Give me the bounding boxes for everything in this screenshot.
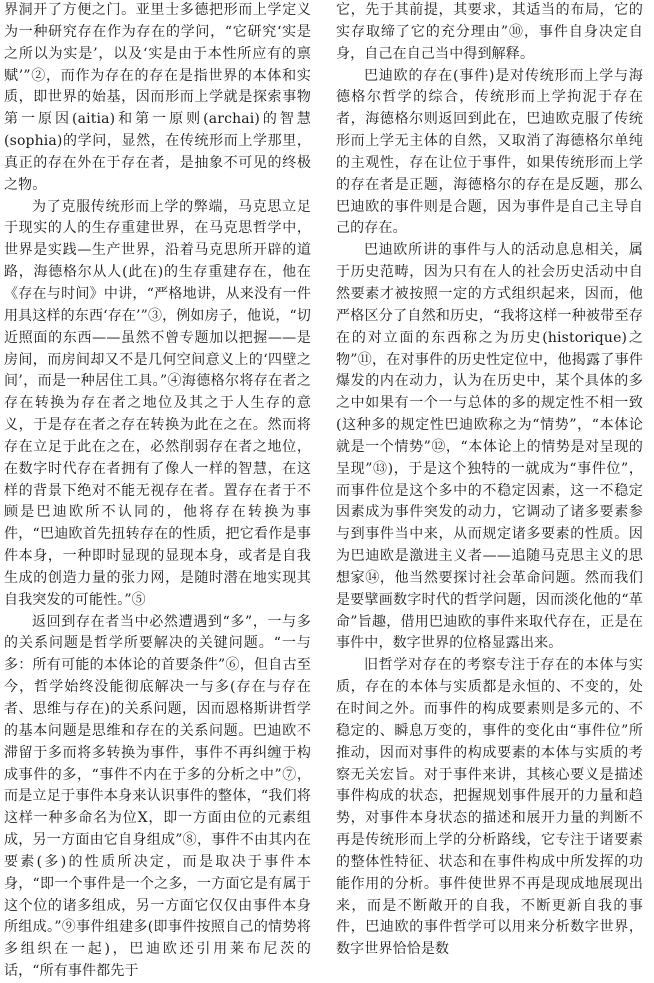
- paragraph: 巴迪欧所讲的事件与人的活动息息相关，属于历史范畴，因为只有在人的社会历史活动中自然要素才被按照一定的方式组织起来，因而，他严格区分了自然和历史，“我将这样一种被带至存在的对立面的东西称之为历史(historique)之物”⑪，在对事件的历史性定位中，他揭露了事件爆发的内在动力，认为在历史中，某个具体的多之中如果有一个一与总体的多的规定性不相一致(这种多的规定性巴迪欧称之为“情势”，“本体论就是一个情势”⑫，“本体论上的情势是对呈现的呈现”⑬)，于是这个独特的一就成为“事件位”，而事件位是这个多中的不稳定因素，这一不稳定因素成为事件突发的动力，它调动了诸多要素参与到事件当中来，从而规定诸多要素的性质。因为巴迪欧是激进主义者——追随马克思主义的思想家⑭，他当然要探讨社会革命问题。然而我们是要擘画数字时代的哲学问题，因而淡化他的“革命”旨趣，借用巴迪欧的事件来取代存在，正是在事件中，数字世界的位格显露出来。: [336, 242, 643, 652]
- left-column: [4, 0, 311, 980]
- paragraph: 为了克服传统形而上学的弊端，马克思立足于现实的人的生存重建世界，在马克思哲学中，世界是实践—生产世界，沿着马克思所开辟的道路，海德格尔从人(此在)的生存重建存在，他在《存在与时间》中讲，“严格地讲，从来没有一件用具这样的东西‘存在’”③，例如房子，他说，“切近照面的东西——虽然不曾专题加以把握——是房间，而房间却又不是几何空间意义上的‘四壁之间’，而是一种居住工具。”④海德格尔将存在者之存在转换为存在者之地位及其之于人生存的意义，于是存在者之存在转换为此在之在。然而将存在立足于此在之在，必然削弱存在者之地位，在数字时代存在者拥有了像人一样的智慧，在这样的背景下绝对不能无视存在者。置存在者于不顾是巴迪欧所不认同的，他将存在转换为事件，“巴迪欧首先扭转存在的性质，把它看作是事件本身，一种即时显现的显现本身，或者是自我生成的创造力量的张力网，是随时潜在地实现其自我突发的可能性。”⑤: [4, 198, 311, 608]
- paragraph: 界洞开了方便之门。亚里士多德把形而上学定义为一种研究存在作为存在的学问，“它研究‘实是之所以为实是’，以及‘实是由于本性所应有的禀赋’”②，而作为存在的存在是指世界的本体和实质，即世界的始基，因而形而上学就是探索事物第一原因(aitia)和第一原则(archai)的智慧(sophia)的学问，显然，在传统形而上学那里，真正的存在外在于存在者，是抽象不可见的终极之物。: [4, 2, 311, 193]
- right-column: [336, 0, 643, 958]
- paragraph: 巴迪欧的存在(事件)是对传统形而上学与海德格尔哲学的综合，传统形而上学拘泥于存在者，海德格尔则返回到此在，巴迪欧克服了传统形而上学无主体的自然，又取消了海德格尔单纯的主观性，存在让位于事件，如果传统形而上学的存在者是正题，海德格尔的存在是反题，那么巴迪欧的事件则是合题，因为事件是自己主导自己的存在。: [336, 67, 643, 237]
- paragraph: 它，先于其前提，其要求，其适当的布局，它的实存取缔了它的充分理由”⑩，事件自身决定自身，自己在自己当中得到解释。: [336, 2, 643, 62]
- paragraph: 旧哲学对存在的考察专注于存在的本体与实质，存在的本体与实质都是永恒的、不变的，处在时间之外。而事件的构成要素则是多元的、不稳定的、瞬息万变的，事件的变化由“事件位”所推动，因而对事件的构成要素的本体与实质的考察无关宏旨。对于事件来讲，其核心要义是描述事件构成的状态，把握规划事件展开的力量和趋势，对事件本身状态的描述和展开力量的判断不再是传统形而上学的分析路线，它专注于诸要素的整体性特征、状态和在事件构成中所发挥的功能作用的分析。事件使世界不再是现成地展现出来，而是不断敞开的自我，不断更新自我的事件，巴迪欧的事件哲学可以用来分析数字世界，数字世界恰恰是数: [336, 657, 643, 958]
- paragraph: 返回到存在者当中必然遭遇到“多”，一与多的关系问题是哲学所要解决的关键问题。“一与多：所有可能的本体论的首要条件”⑥，但自古至今，哲学始终没能彻底解决一与多(存在与存在者、思维与存在)的关系问题，因而恩格斯讲哲学的基本问题是思维和存在的关系问题。巴迪欧不滞留于多而将多转换为事件，事件不再纠缠于构成事件的多，“事件不内在于多的分析之中”⑦，而是立足于事件本身来认识事件的整体，“我们将这样一种多命名为位X，即一方面由位的元素组成，另一方面由它自身组成”⑧，事件不由其内在要素(多)的性质所决定，而是取决于事件本身，“即一个事件是一个之多，一方面它是有属于这个位的诸多组成，另一方面它仅仅由事件本身所组成。”⑨事件组建多(即事件按照自己的情势将多组织在一起)，巴迪欧还引用莱布尼茨的话，“所有事件都先于: [4, 613, 311, 980]
